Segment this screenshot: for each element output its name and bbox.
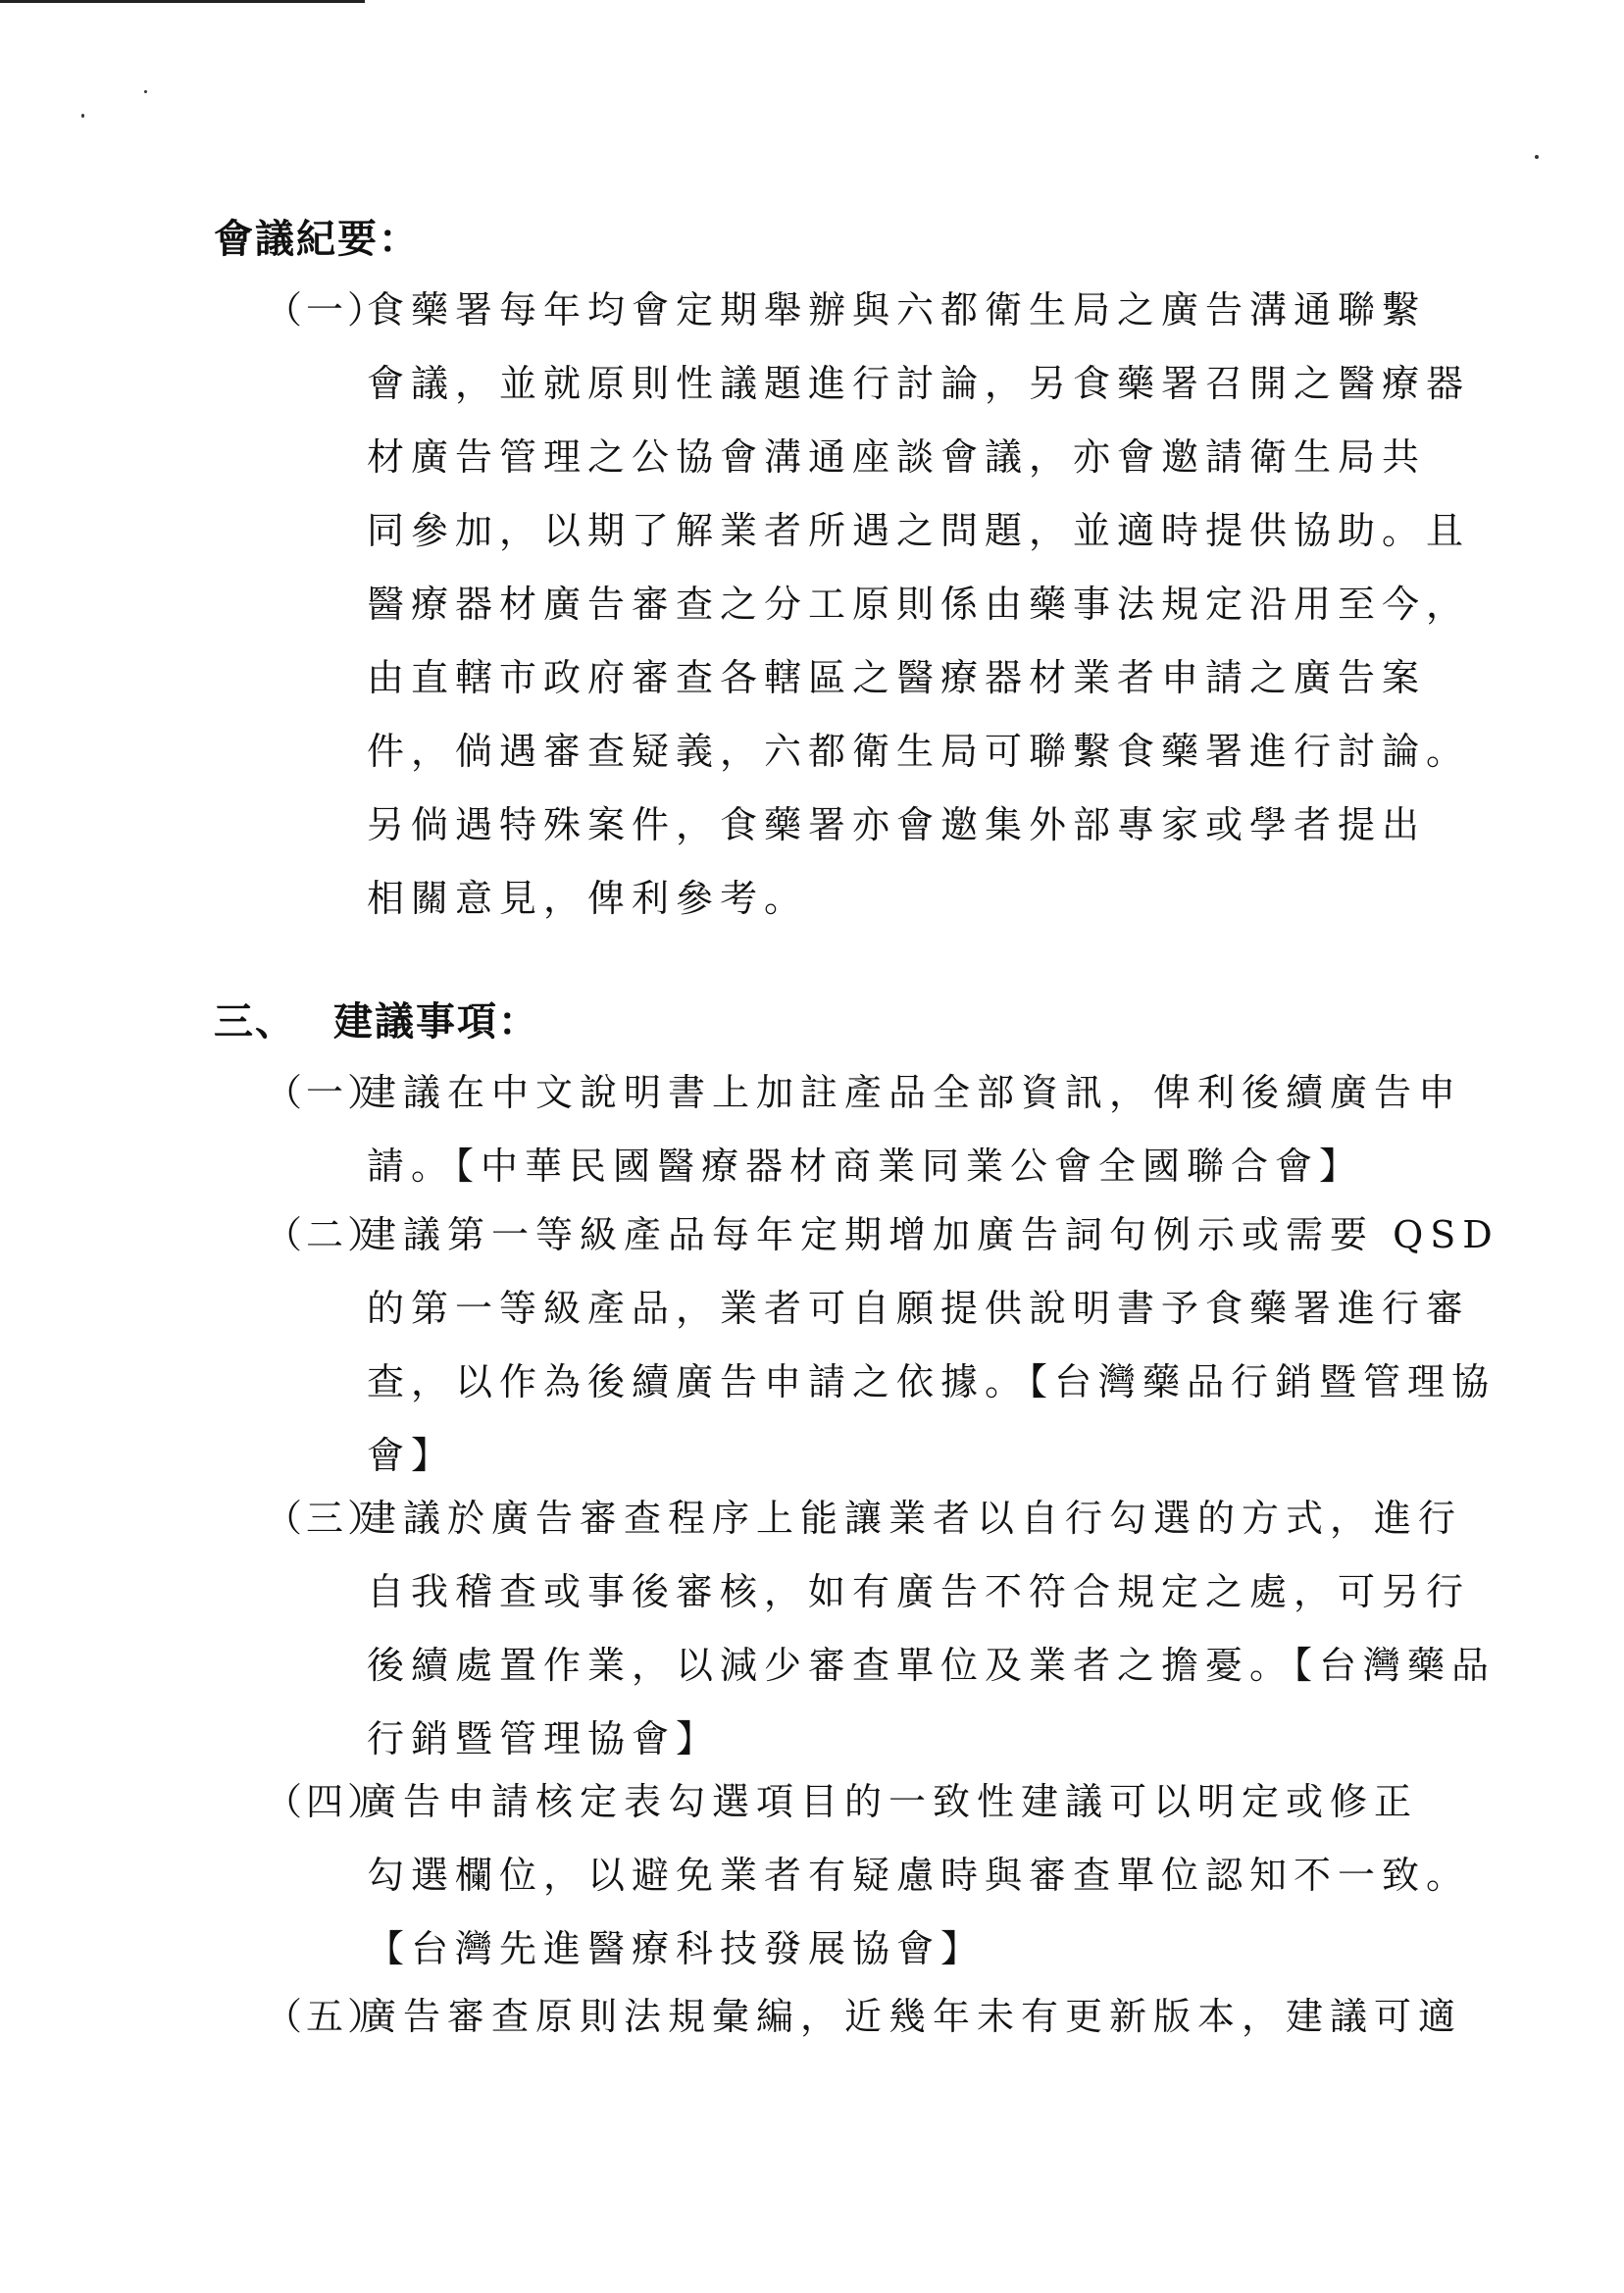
minutes-heading: 會議紀要： xyxy=(214,216,420,262)
item-line: 會議，並就原則性議題進行討論，另食藥署召開之醫療器 xyxy=(367,362,1471,405)
item-line: 廣告審查原則法規彙編，近幾年未有更新版本，建議可適 xyxy=(359,1995,1463,2038)
recommendations-heading: 建議事項： xyxy=(333,998,539,1045)
item-number: （一） xyxy=(265,288,389,331)
item-line: 行銷暨管理協會】 xyxy=(367,1717,721,1760)
item-line: 食藥署每年均會定期舉辦與六都衛生局之廣告溝通聯繫 xyxy=(367,288,1427,331)
scan-speck xyxy=(144,90,147,93)
item-line: 的第一等級產品，業者可自願提供說明書予食藥署進行審 xyxy=(367,1287,1471,1330)
item-line: 另倘遇特殊案件，食藥署亦會邀集外部專家或學者提出 xyxy=(367,803,1427,846)
item-line: 建議第一等級產品每年定期增加廣告詞句例示或需要 QSD xyxy=(359,1213,1499,1256)
item-line: 會】 xyxy=(367,1434,456,1477)
scan-border-line xyxy=(0,0,365,3)
scan-speck xyxy=(81,114,84,118)
item-line: 【台灣先進醫療科技發展協會】 xyxy=(367,1927,986,1970)
item-number: （五） xyxy=(265,1995,389,2038)
item-line: 勾選欄位，以避免業者有疑慮時與審查單位認知不一致。 xyxy=(367,1854,1471,1897)
item-line: 請。【中華民國醫療器材商業同業公會全國聯合會】 xyxy=(367,1145,1364,1188)
item-line: 查，以作為後續廣告申請之依據。【台灣藥品行銷暨管理協 xyxy=(367,1360,1497,1403)
item-line: 廣告申請核定表勾選項目的一致性建議可以明定或修正 xyxy=(359,1780,1419,1823)
item-line: 後續處置作業，以減少審查單位及業者之擔憂。【台灣藥品 xyxy=(367,1644,1497,1687)
item-number: （一） xyxy=(265,1071,389,1114)
item-line: 材廣告管理之公協會溝通座談會議，亦會邀請衛生局共 xyxy=(367,435,1427,479)
item-line: 件，倘遇審查疑義，六都衛生局可聯繫食藥署進行討論。 xyxy=(367,730,1471,773)
section-number: 三、 xyxy=(214,998,296,1045)
item-number: （四） xyxy=(265,1780,389,1823)
item-number: （二） xyxy=(265,1213,389,1256)
item-line: 由直轄市政府審查各轄區之醫療器材業者申請之廣告案 xyxy=(367,656,1427,699)
item-line: 建議於廣告審查程序上能讓業者以自行勾選的方式，進行 xyxy=(359,1497,1463,1540)
item-line: 建議在中文說明書上加註產品全部資訊，俾利後續廣告申 xyxy=(359,1071,1463,1114)
scan-speck xyxy=(1535,155,1539,159)
item-number: （三） xyxy=(265,1497,389,1540)
item-line: 同參加，以期了解業者所遇之問題，並適時提供協助。且 xyxy=(367,509,1471,552)
item-line: 相關意見，俾利參考。 xyxy=(367,877,809,920)
item-line: 醫療器材廣告審查之分工原則係由藥事法規定沿用至今， xyxy=(367,583,1471,626)
item-line: 自我稽查或事後審核，如有廣告不符合規定之處，可另行 xyxy=(367,1570,1471,1613)
